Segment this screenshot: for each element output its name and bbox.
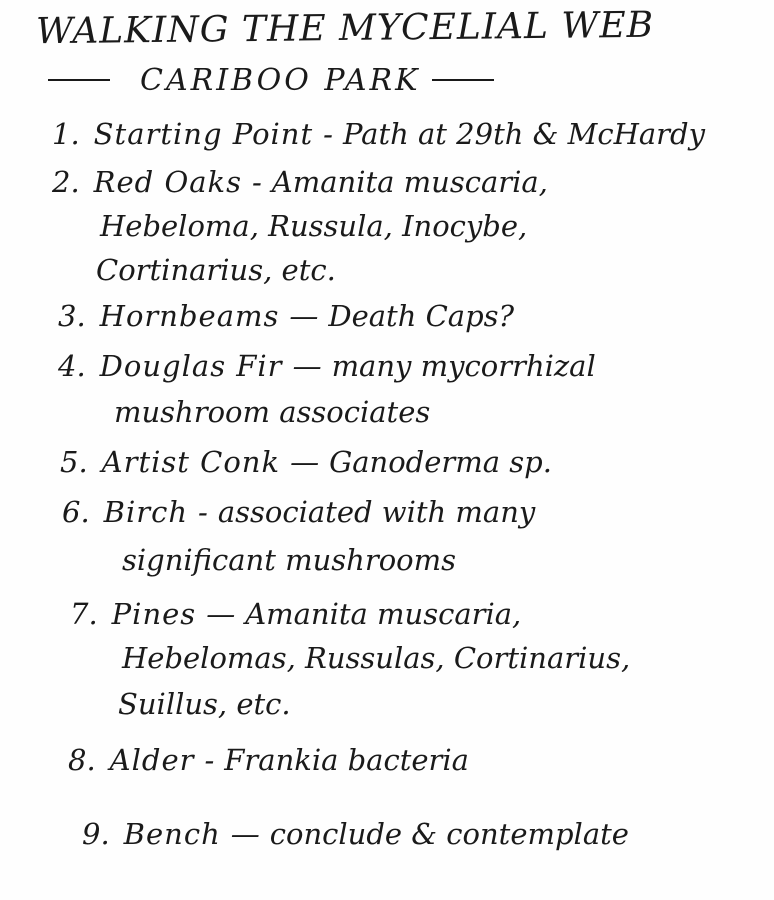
item-7-continuation-1: Hebelomas, Russulas, Cortinarius,: [122, 641, 631, 675]
item-separator: —: [206, 597, 236, 631]
list-item-3: [58, 294, 514, 338]
item-description: many mycorrhizal: [331, 349, 596, 383]
item-description: associated with many: [217, 495, 536, 529]
item-number: 1.: [52, 117, 80, 151]
list-item-2: [52, 160, 548, 204]
list-item-5: [60, 440, 552, 484]
item-description: Frankia bacteria: [224, 743, 469, 777]
item-name: Starting Point: [93, 117, 314, 151]
item-separator: —: [230, 817, 260, 851]
item-description: Ganoderma sp.: [329, 445, 552, 479]
item-number: 3.: [58, 299, 86, 333]
item-separator: -: [323, 117, 333, 151]
item-name: Birch: [103, 495, 189, 529]
item-6-continuation-1: significant mushrooms: [122, 543, 456, 577]
item-description: conclude & contemplate: [269, 817, 629, 851]
item-name: Pines: [111, 597, 197, 631]
list-item-6: [62, 490, 535, 534]
item-number: 5.: [60, 445, 88, 479]
list-item-9: [82, 812, 629, 856]
item-4-continuation-1: mushroom associates: [114, 395, 431, 429]
subtitle-right-rule: [432, 79, 494, 81]
item-name: Alder: [109, 743, 195, 777]
item-2-continuation-1: Hebeloma, Russula, Inocybe,: [100, 209, 528, 243]
item-name: Red Oaks: [93, 165, 242, 199]
item-number: 7.: [70, 597, 98, 631]
list-item-1: [52, 112, 705, 156]
item-separator: —: [290, 445, 320, 479]
item-separator: -: [251, 165, 262, 199]
item-description: Amanita muscaria,: [271, 165, 548, 199]
item-description: Death Caps?: [328, 299, 515, 333]
item-description: Path at 29th & McHardy: [342, 117, 705, 151]
note-subtitle-row: [48, 60, 558, 100]
item-separator: -: [198, 495, 208, 529]
item-name: Artist Conk: [101, 445, 281, 479]
item-name: Bench: [123, 817, 221, 851]
note-title: WALKING THE MYCELIAL WEB: [35, 4, 655, 53]
list-item-8: [68, 738, 469, 782]
item-separator: -: [204, 743, 215, 777]
item-number: 8.: [68, 743, 96, 777]
item-name: Hornbeams: [99, 299, 280, 333]
list-item-7: [70, 592, 521, 636]
subtitle-left-rule: [48, 79, 110, 81]
item-description: Amanita muscaria,: [245, 597, 522, 631]
item-separator: —: [292, 349, 322, 383]
item-2-continuation-2: Cortinarius, etc.: [96, 253, 336, 287]
item-number: 6.: [62, 495, 90, 529]
item-name: Douglas Fir: [99, 349, 283, 383]
item-7-continuation-2: Suillus, etc.: [118, 687, 291, 721]
list-item-4: [58, 344, 596, 388]
item-separator: —: [289, 299, 319, 333]
item-number: 9.: [82, 817, 110, 851]
item-number: 4.: [58, 349, 86, 383]
item-number: 2.: [52, 165, 80, 199]
note-subtitle: CARIBOO PARK: [140, 62, 421, 98]
